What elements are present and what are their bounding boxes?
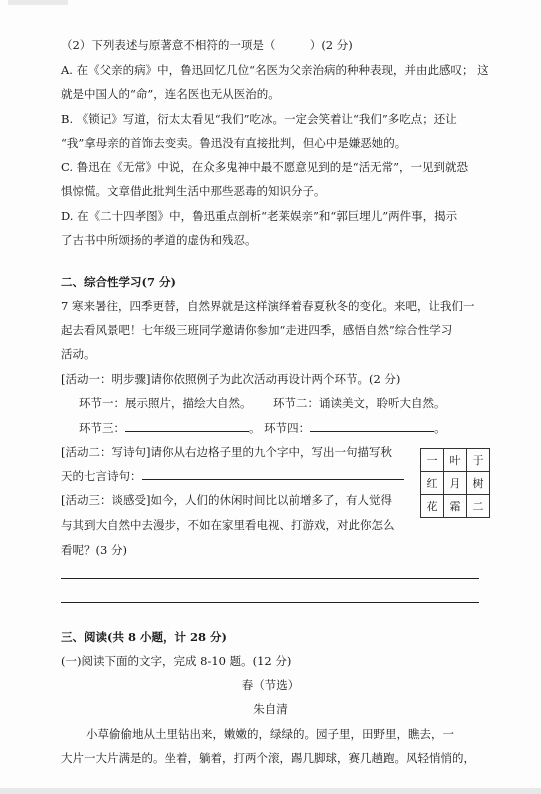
passage-line-1: 小草偷偷地从土里钻出来，嫩嫩的，绿绿的。园子里，田野里，瞧去，一 [86,727,454,741]
answer-line-2[interactable] [61,602,479,603]
grid-cell: 红 [421,472,444,495]
steps-3-4-row [79,420,446,435]
option-d-line-2: 了古书中所颂扬的孝道的虚伪和残忍。 [61,233,257,247]
activity-2-line-2 [61,468,404,483]
page-bottom-edge [0,788,541,794]
section-2-intro-line-1: 7 寒来暑往，四季更替，自然界就是这样演绎着春夏秋冬的变化。来吧，让我们一 [61,299,475,313]
character-grid [420,448,490,518]
grid-cell: 叶 [444,449,467,472]
passage-title: 春（节选） [241,678,300,692]
step-3-answer-blank[interactable] [125,420,249,432]
option-b-line-2: “我”拿母亲的首饰去变卖。鲁迅没有直接批判，但心中是嫌恶她的。 [61,136,407,150]
step-3-label: 环节三： [79,421,125,435]
grid-cell: 花 [421,495,444,518]
activity-2-line-1: [活动二：写诗句]请你从右边格子里的九个字中，写出一句描写秋 [61,445,392,459]
activity-3-line-2: 与其到大自然中去漫步，不如在家里看电视、打游戏，对此你怎么 [61,518,395,532]
step-4-answer-blank[interactable] [310,420,434,432]
section-2-intro-line-3: 活动。 [61,347,96,361]
section-2-heading: 二、综合性学习(7 分) [61,275,176,289]
grid-cell: 一 [421,449,444,472]
option-c-line-2: 惧惊慌。文章借此批判生活中那些恶毒的知识分子。 [61,184,326,198]
section-2-intro-line-2: 起去看风景吧！七年级三班同学邀请你参加“走进四季，感悟自然”综合性学习 [61,323,453,337]
passage-line-2: 大片一大片满是的。坐着，躺着，打两个滚，踢几脚球，赛几趟跑。风轻悄悄的， [61,751,475,765]
option-d-line-1: D. 在《二十四孝图》中，鲁迅重点剖析“老莱娱亲”和“郭巨埋儿”两件事，揭示 [61,209,458,223]
step-1: 环节一：展示照片，描绘大自然。 [79,396,252,410]
option-c-line-1: C. 鲁迅在《无常》中说，在众多鬼神中最不愿意见到的是“活无常”，一见到就恐 [61,160,468,174]
passage-author: 朱自清 [253,702,288,716]
grid-cell: 于 [467,449,490,472]
option-b-line-1: B. 《锁记》写道，衍太太看见“我们”吃冰。一定会笑着让“我们”多吃点；还让 [61,112,457,126]
section-3-heading: 三、阅读(共 8 小题，计 28 分) [61,630,227,644]
grid-cell: 月 [444,472,467,495]
activity-2-label: 天的七言诗句： [61,469,142,483]
question-2-stem: （2）下列表述与原著意不相符的一项是（ ）(2 分) [61,38,353,52]
step-4-end: 。 [434,421,446,435]
step-4-label: 。 环节四： [249,421,311,435]
option-a-line-2: 就是中国人的“命”，连名医也无从医治的。 [61,87,280,101]
grid-cell: 树 [467,472,490,495]
option-a-line-1: A. 在《父亲的病》中，鲁迅回忆几位“名医为父亲治病的种种表现，并由此感叹； 这 [61,63,489,77]
grid-cell: 二 [467,495,490,518]
activity-3-line-3: 看呢？(3 分) [61,543,127,557]
activity-3-line-1: [活动三：谈感受]如今，人们的休闲时间比以前增多了，有人觉得 [61,493,392,507]
scan-artifact [8,0,68,5]
poem-answer-blank[interactable] [142,468,404,480]
step-2: 环节二：诵读美文，聆听大自然。 [273,396,446,410]
grid-cell: 霜 [444,495,467,518]
section-3-subheading: (一)阅读下面的文字，完成 8-10 题。(12 分) [61,654,292,668]
answer-line-1[interactable] [61,578,479,579]
activity-1-prompt: [活动一：明步骤]请你依照例子为此次活动再设计两个环节。(2 分) [61,372,401,386]
